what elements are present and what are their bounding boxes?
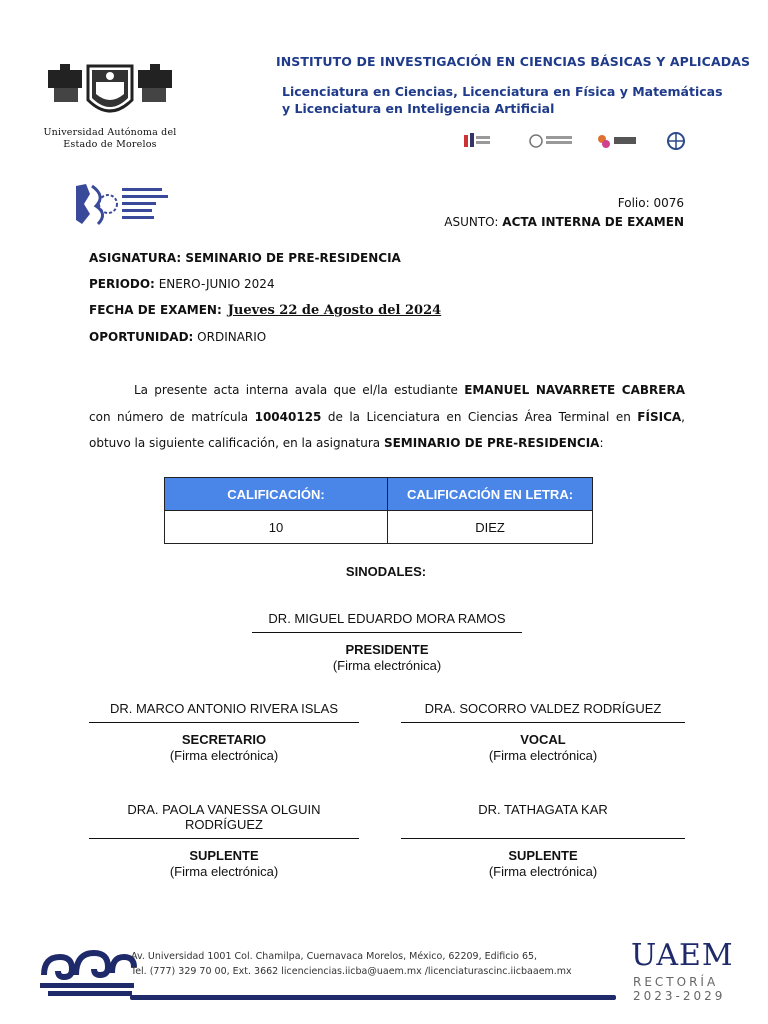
institute-logo	[72, 180, 182, 230]
programs-line-1: Licenciatura en Ciencias, Licenciatura en Física y Matemáticas	[282, 84, 723, 99]
area: FÍSICA	[637, 409, 682, 424]
grade-header: CALIFICACIÓN:	[165, 478, 388, 511]
uaem-brand: UAEM	[631, 938, 734, 973]
uaem-crest-logo	[40, 60, 180, 130]
programs-line-2: y Licenciatura en Inteligencia Artificial	[282, 101, 555, 116]
signature-suplente-1: DRA. PAOLA VANESSA OLGUIN RODRÍGUEZ SUPLENTE (Firma electrónica)	[89, 802, 359, 879]
matricula: 10040125	[254, 409, 322, 424]
signature-line	[89, 838, 359, 839]
university-name: Universidad Autónoma del Estado de Morelos	[43, 127, 177, 150]
institute-title: INSTITUTO DE INVESTIGACIÓN EN CIENCIAS BÁSICAS Y APLICADAS	[276, 54, 751, 69]
footer-rule	[130, 995, 616, 1000]
field-oportunidad: OPORTUNIDAD: ORDINARIO	[89, 330, 267, 344]
signature-line	[89, 722, 359, 723]
grade-value: 10	[165, 511, 388, 544]
signature-presidente: DR. MIGUEL EDUARDO MORA RAMOS PRESIDENTE (Firma electrónica)	[252, 611, 522, 673]
grade-table	[164, 477, 593, 544]
certification-paragraph: La presente acta interna avala que el/la estudiante EMANUEL NAVARRETE CABRERA con número de matrícula 10040125 de la Licenciatura en Ciencias Área Terminal en FÍSICA, obtuvo la siguiente calificación, en la asignatura SEMINARIO DE PRE-RESIDENCIA:	[89, 383, 685, 450]
signature-line	[401, 838, 685, 839]
field-fecha: FECHA DE EXAMEN: Jueves 22 de Agosto del 2024	[89, 303, 442, 318]
signature-line	[252, 632, 522, 633]
exam-date: Jueves 22 de Agosto del 2024	[227, 303, 442, 318]
table-row	[165, 511, 593, 544]
field-asignatura: ASIGNATURA: SEMINARIO DE PRE-RESIDENCIA	[89, 251, 401, 265]
asunto-value: ACTA INTERNA DE EXAMEN	[502, 215, 684, 229]
signature-vocal: DRA. SOCORRO VALDEZ RODRÍGUEZ VOCAL (Firma electrónica)	[401, 701, 685, 763]
grade-letter-value: DIEZ	[388, 511, 593, 544]
partner-logos	[464, 131, 686, 151]
footer-address: Av. Universidad 1001 Col. Chamilpa, Cuernavaca Morelos, México, 62209, Edificio 65,	[131, 951, 538, 962]
rectoria-label: RECTORÍA 2023-2029	[633, 975, 726, 1003]
footer-wave-logo	[38, 945, 138, 1000]
grade-letter-header: CALIFICACIÓN EN LETRA:	[388, 478, 593, 511]
signature-suplente-2: DR. TATHAGATA KAR SUPLENTE (Firma electrónica)	[401, 802, 685, 879]
asunto: ASUNTO: ACTA INTERNA DE EXAMEN	[444, 215, 684, 229]
signature-secretario: DR. MARCO ANTONIO RIVERA ISLAS SECRETARIO (Firma electrónica)	[89, 701, 359, 763]
signature-line	[401, 722, 685, 723]
subject-name: SEMINARIO DE PRE-RESIDENCIA	[383, 436, 600, 450]
student-name: EMANUEL NAVARRETE CABRERA	[464, 383, 685, 397]
folio-number: 0076	[653, 196, 684, 210]
sinodales-title: SINODALES:	[345, 564, 427, 579]
folio: Folio: 0076	[617, 196, 684, 210]
field-periodo: PERIODO: ENERO-JUNIO 2024	[89, 277, 275, 291]
footer-contact: Tel. (777) 329 70 00, Ext. 3662 licenciencias.iicba@uaem.mx /licenciaturascinc.iicbaaem.mx	[131, 966, 572, 977]
